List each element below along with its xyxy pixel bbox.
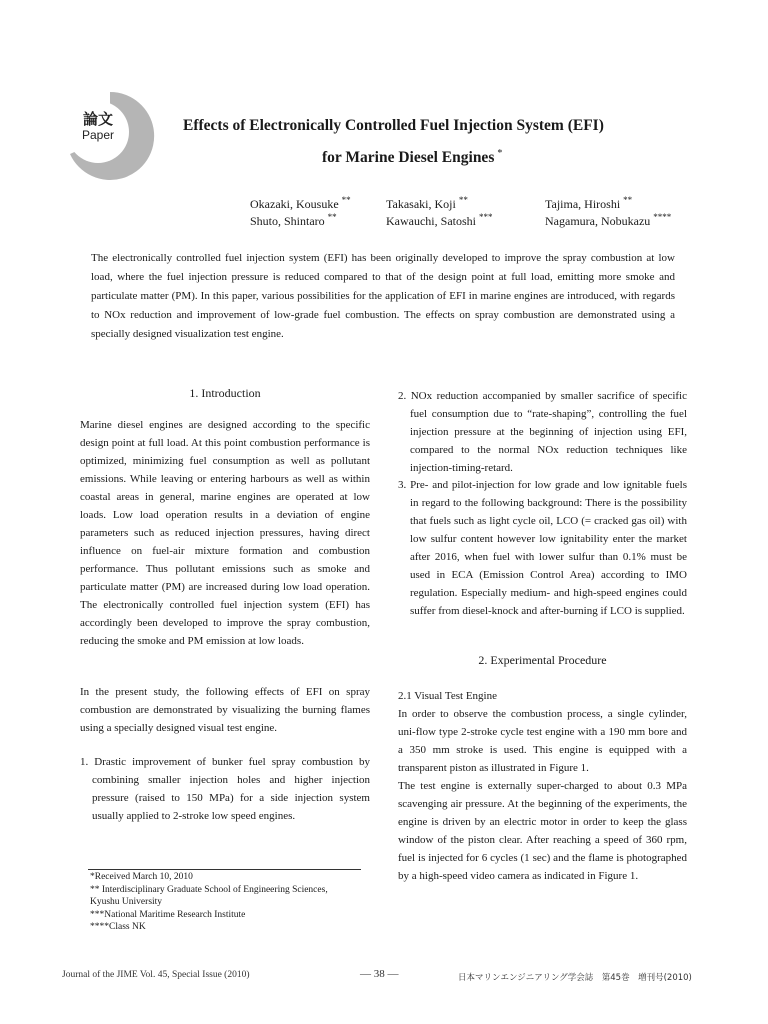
badge-label-en: Paper xyxy=(81,128,115,142)
author-mark: ** xyxy=(623,195,633,205)
author-name: Shuto, Shintaro xyxy=(250,214,325,228)
intro-paragraph-1 xyxy=(80,416,370,650)
list-item-text: 3. Pre- and pilot-injection for low grade and low ignitable fuels in regard to the following background: There is the possibility that fuels such as light cycle oil, LCO (= cracked gas oil) with low sulfur content however low ignitability enter the market after 2016, when fuel with lower sulfur than 0.1% must be used in ECA (Emission Control Area) according to IMO regulation. Especially medium- and high-speed engines could suffer from diesel-knock and after-burning if LCO is supplied. xyxy=(398,479,687,617)
paragraph-text: Marine diesel engines are designed according to the specific design point at full load. At this point combustion performance is optimized, minimizing fuel consumption as well as pollutant emissions. While leaving or entering harbours as well as within coastal areas in general, marine engines are operated at low loads. Low load operation results in a deviation of engine parameters such as reduced injection pressures, having direct influence on fuel-air mixture formation and combustion performance. Thus pollutant emissions such as smoke and particulate matter (PM) are increased during low load operation. The electronically controlled fuel injection system (EFI) has accordingly been developed to improve the spray combustion, reducing the smoke and PM emission at low loads. xyxy=(80,419,370,647)
journal-citation-jp: 日本マリンエンジニアリング学会誌 第45巻 増刊号(2010) xyxy=(458,973,692,983)
paper-title-line1: Effects of Electronically Controlled Fuel Injection System (EFI) xyxy=(183,117,604,134)
paragraph-text: In order to observe the combustion process, a single cylinder, uni-flow type 2-stroke cycle test engine with a 190 mm bore and a 350 mm stroke is used. This engine is equipped with a transparent piston as illustrated in Figure 1. xyxy=(398,708,687,774)
intro-list-item-3 xyxy=(398,476,687,620)
paragraph-text: In the present study, the following effects of EFI on spray combustion are demonstrated by visualizing the burning flames using a specially designed visual test engine. xyxy=(80,686,370,734)
author-mark: **** xyxy=(653,212,672,222)
paper-title-text: for Marine Diesel Engines xyxy=(322,149,495,167)
author-6 xyxy=(545,212,671,229)
paragraph-text: The test engine is externally super-charged to about 0.3 MPa scavenging air pressure. At the beginning of the experiments, the engine is driven by an electric motor in order to keep the glass window of the piston clear. After reaching a speed of 360 rpm, fuel is injected for 6 cycles (1 sec) and the flame is photographed by a high-speed video camera as indicated in Figure 1. xyxy=(398,780,687,882)
author-name: Tajima, Hiroshi xyxy=(545,197,621,211)
page-number: — 38 — xyxy=(360,968,399,980)
author-4 xyxy=(250,212,337,229)
author-5 xyxy=(386,212,492,229)
author-name: Kawauchi, Satoshi xyxy=(386,214,476,228)
list-item-text: 2. NOx reduction accompanied by smaller sacrifice of specific fuel consumption due to “rate-shaping”, controlling the fuel injection pressure at the beginning of injection using EFI, compared to the normal NOx reduction techniques like injection-timing-retard. xyxy=(398,390,687,474)
abstract: The electronically controlled fuel injection system (EFI) has been originally developed to improve the spray combustion at low load, where the fuel injection pressure is reduced compared to that of the design point at full load, emitting more smoke and particulate matter (PM). In this paper, various possibilities for the application of EFI in marine engines are introduced, with regards to NOx reduction and improvement of low-grade fuel combustion. The effects on spray combustion are demonstrated using a specially designed visualization test engine. xyxy=(91,252,675,340)
author-name: Okazaki, Kousuke xyxy=(250,197,339,211)
section-heading-experimental-procedure: 2. Experimental Procedure xyxy=(478,653,607,667)
author-2 xyxy=(386,195,468,212)
author-name: Nagamura, Nobukazu xyxy=(545,214,651,228)
paper-badge xyxy=(62,112,134,141)
author-mark: ** xyxy=(341,195,351,205)
author-mark: *** xyxy=(478,212,493,222)
journal-citation: Journal of the JIME Vol. 45, Special Issue (2010) xyxy=(62,970,250,980)
footnote: ***National Maritime Research Institute xyxy=(90,909,246,920)
author-3 xyxy=(545,195,632,212)
experimental-section-body xyxy=(398,687,687,885)
footnotes xyxy=(90,871,370,934)
footnote-divider xyxy=(88,869,361,870)
author-1 xyxy=(250,195,351,212)
title-footnote-mark: * xyxy=(497,148,503,159)
footnote: Kyushu University xyxy=(90,897,163,907)
paper-title-line2 xyxy=(322,148,502,167)
author-mark: ** xyxy=(327,212,337,222)
subsection-heading-visual-test-engine: 2.1 Visual Test Engine xyxy=(398,690,497,702)
intro-list-item-1 xyxy=(80,753,370,825)
intro-list-item-2 xyxy=(398,387,687,477)
intro-paragraph-2 xyxy=(80,683,370,737)
author-mark: ** xyxy=(458,195,468,205)
list-item-text: 1. Drastic improvement of bunker fuel spray combustion by combining smaller injection holes and higher injection pressure (raised to 150 MPa) for a side injection system usually applied to 2-stroke low speed engines. xyxy=(80,756,370,822)
badge-label-jp: 論文 xyxy=(82,110,113,128)
footnote: *Received March 10, 2010 xyxy=(90,872,193,882)
author-name: Takasaki, Koji xyxy=(386,197,456,211)
section-heading-introduction: 1. Introduction xyxy=(189,386,261,400)
footnote: ****Class NK xyxy=(90,922,146,932)
footnote: ** Interdisciplinary Graduate School of Engineering Sciences, xyxy=(90,884,328,895)
